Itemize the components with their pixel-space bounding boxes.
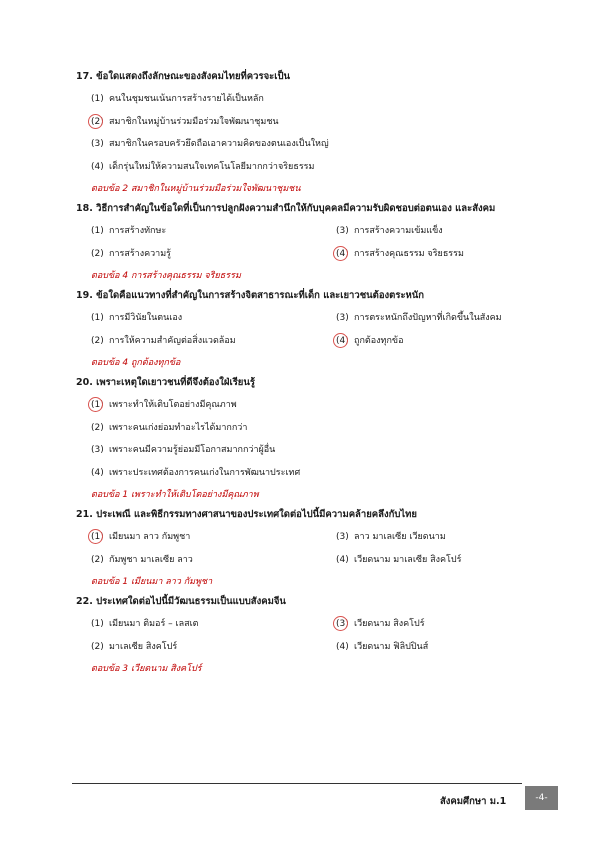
- option: (3) การสร้างความเข้มแข็ง: [336, 226, 443, 236]
- options: [76, 224, 546, 261]
- footer-subject: สังคมศึกษา ม.1: [440, 796, 507, 807]
- options: [76, 398, 546, 480]
- options: [76, 92, 546, 174]
- page-number: -4-: [525, 786, 558, 810]
- option: (2) การให้ความสำคัญต่อสิ่งแวดล้อม: [91, 335, 236, 346]
- question-title: 20. เพราะเหตุใดเยาวชนที่ดีจึงต้องใฝ่เรียนรู้: [76, 377, 255, 388]
- option: (2) กัมพูชา มาเลเซีย ลาว: [91, 554, 193, 565]
- options: [76, 530, 546, 567]
- option-selected: (4) ถูกต้องทุกข้อ: [336, 335, 404, 346]
- selected-circle-mark: (2): [91, 115, 109, 129]
- answer-text: ตอบข้อ 1 เมียนมา ลาว กัมพูชา: [91, 577, 213, 587]
- answer-text: ตอบข้อ 2 สมาชิกในหมู่บ้านร่วมมือร่วมใจพัฒนาชุมชน: [91, 184, 301, 194]
- question-17: [76, 70, 546, 196]
- option-selected: (1) เมียนมา ลาว กัมพูชา: [91, 532, 191, 542]
- options: [76, 617, 546, 654]
- option: (2) เพราะคนเก่งย่อมทำอะไรได้มากกว่า: [91, 422, 248, 433]
- question-21: [76, 508, 546, 589]
- option: (2) มาเลเซีย สิงคโปร์: [91, 641, 178, 652]
- question-title: 19. ข้อใดคือแนวทางที่สำคัญในการสร้างจิตสาธารณะที่เด็ก และเยาวชนต้องตระหนัก: [76, 290, 425, 301]
- option: (4) เวียดนาม มาเลเซีย สิงคโปร์: [336, 554, 462, 565]
- question-title: 17. ข้อใดแสดงถึงลักษณะของสังคมไทยที่ควรจะเป็น: [76, 71, 291, 82]
- question-18: [76, 202, 546, 283]
- question-22: [76, 595, 546, 676]
- option-selected: (4) การสร้างคุณธรรม จริยธรรม: [336, 248, 464, 259]
- option: (3) ลาว มาเลเซีย เวียดนาม: [336, 532, 446, 542]
- answer-text: ตอบข้อ 4 ถูกต้องทุกข้อ: [91, 358, 181, 368]
- option: (4) เพราะประเทศต้องการคนเก่งในการพัฒนาประเทศ: [91, 467, 301, 478]
- answer-text: ตอบข้อ 1 เพราะทำให้เติบโตอย่างมีคุณภาพ: [91, 490, 259, 500]
- option: (2) การสร้างความรู้: [91, 248, 172, 259]
- option: (3) การตระหนักถึงปัญหาที่เกิดขึ้นในสังคม: [336, 313, 502, 323]
- question-list: [76, 70, 546, 682]
- option: (4) เวียดนาม ฟิลิปปินส์: [336, 641, 429, 652]
- selected-circle-mark: (1): [91, 398, 109, 412]
- option: (3) เพราะคนมีความรู้ย่อมมีโอกาสมากกว่าผู้อื่น: [91, 445, 276, 455]
- option: (3) สมาชิกในครอบครัวยึดถือเอาความคิดของตนเองเป็นใหญ่: [91, 139, 329, 149]
- option: (1) การมีวินัยในตนเอง: [91, 313, 183, 323]
- selected-circle-mark: (3): [336, 617, 354, 631]
- option-selected: (3) เวียดนาม สิงคโปร์: [336, 619, 425, 629]
- option: (1) การสร้างทักษะ: [91, 226, 167, 236]
- answer-text: ตอบข้อ 3 เวียดนาม สิงคโปร์: [91, 664, 202, 674]
- option-selected: (2) สมาชิกในหมู่บ้านร่วมมือร่วมใจพัฒนาชุมชน: [91, 116, 279, 127]
- option: (1) คนในชุมชนเน้นการสร้างรายได้เป็นหลัก: [91, 94, 264, 104]
- question-title: 18. วิธีการสำคัญในข้อใดที่เป็นการปลูกฝังความสำนึกให้กับบุคคลมีความรับผิดชอบต่อตนเอง และสังคม: [76, 203, 496, 214]
- selected-circle-mark: (4): [336, 334, 354, 348]
- answer-text: ตอบข้อ 4 การสร้างคุณธรรม จริยธรรม: [91, 271, 241, 281]
- footer-divider: [72, 783, 522, 784]
- question-title: 22. ประเทศใดต่อไปนี้มีวัฒนธรรมเป็นแบบสังคมจีน: [76, 596, 286, 607]
- options: [76, 311, 546, 348]
- selected-circle-mark: (1): [91, 530, 109, 544]
- option-selected: (1) เพราะทำให้เติบโตอย่างมีคุณภาพ: [91, 400, 237, 410]
- selected-circle-mark: (4): [336, 247, 354, 261]
- question-20: [76, 376, 546, 502]
- option: (1) เมียนมา ติมอร์ – เลสเต: [91, 619, 199, 629]
- option: (4) เด็กรุ่นใหม่ให้ความสนใจเทคโนโลยีมากกว่าจริยธรรม: [91, 161, 315, 172]
- question-19: [76, 289, 546, 370]
- question-title: 21. ประเพณี และพิธีกรรมทางศาสนาของประเทศใดต่อไปนี้มีความคล้ายคลึงกับไทย: [76, 509, 417, 520]
